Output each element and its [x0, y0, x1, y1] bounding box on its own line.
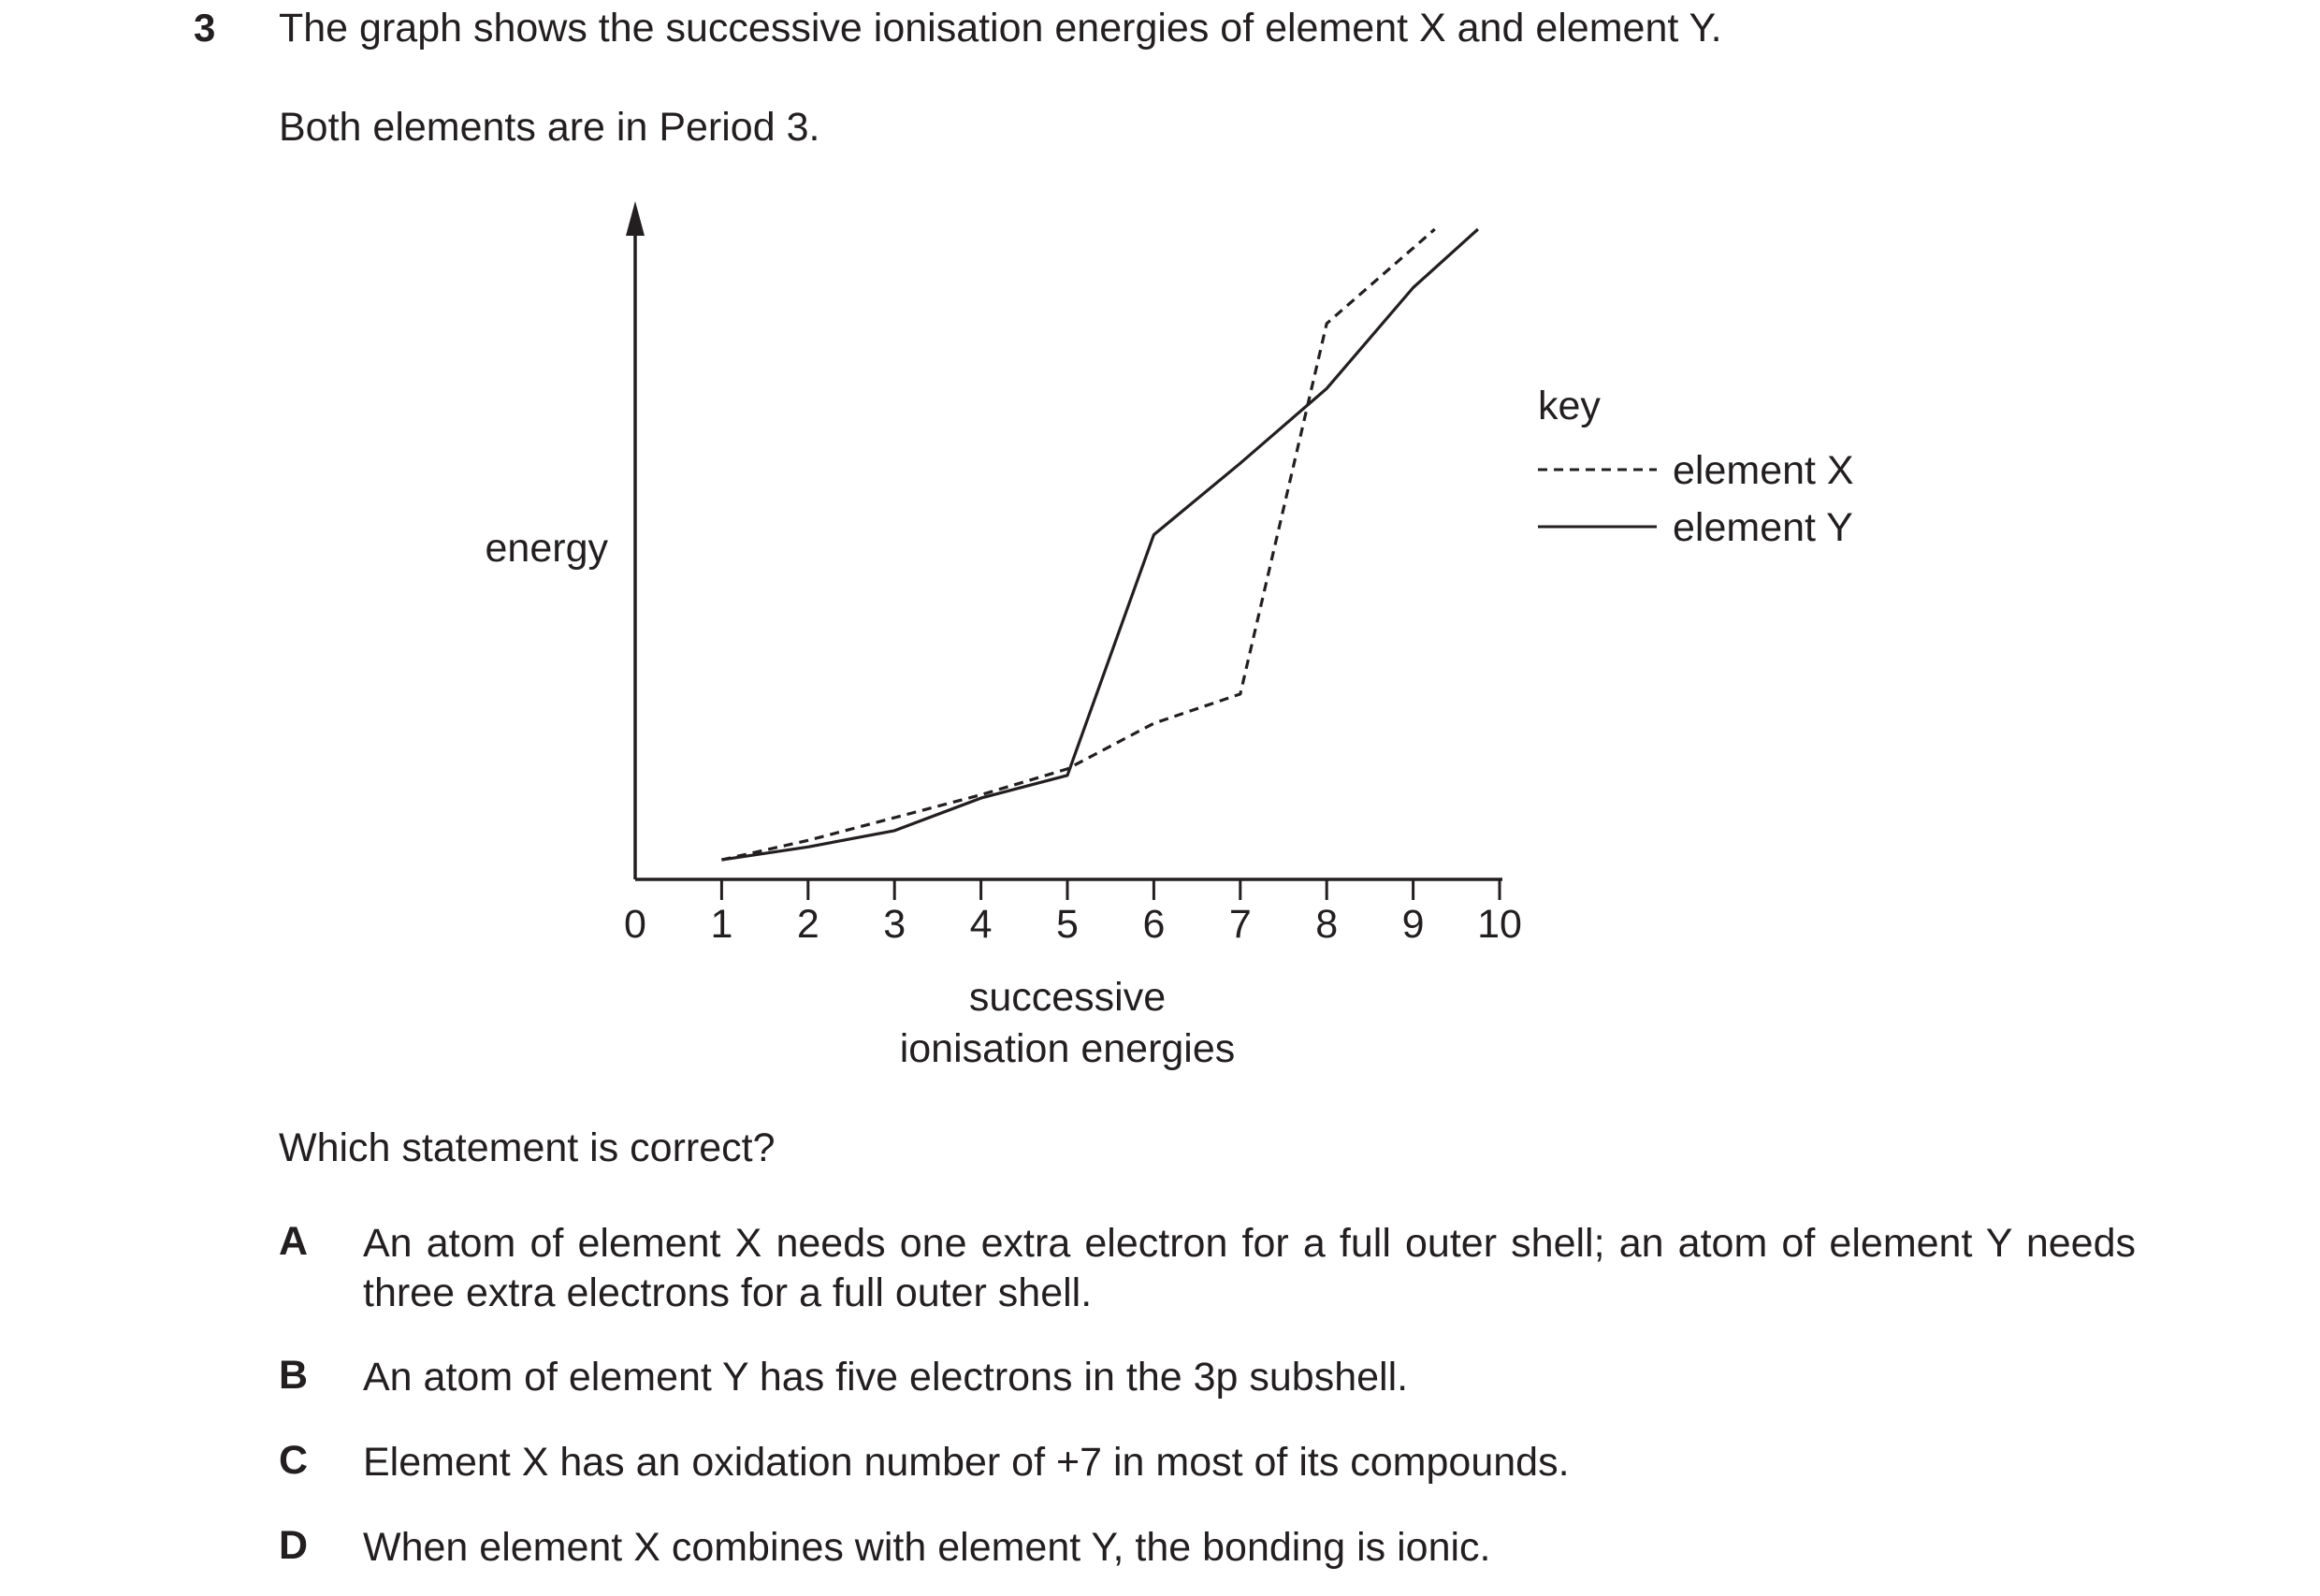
y-axis-label: energy: [485, 526, 608, 571]
x-tick-label-8: 8: [1315, 902, 1339, 947]
x-tick-label-0: 0: [624, 902, 646, 947]
x-axis-ticks: [721, 879, 1500, 900]
x-tick-label-6: 6: [1142, 902, 1166, 947]
y-axis-arrow-icon: [626, 201, 645, 236]
x-tick-label-5: 5: [1056, 902, 1079, 947]
x-tick-label-3: 3: [883, 902, 906, 947]
option-d-text: When element X combines with element Y, the bonding is ionic.: [363, 1525, 1491, 1570]
x-tick-label-7: 7: [1228, 902, 1252, 947]
option-b-text: An atom of element Y has five electrons in the 3p subshell.: [363, 1355, 1409, 1400]
option-c-text: Element X has an oxidation number of +7 in most of its compounds.: [363, 1440, 1570, 1485]
question-prompt: Which statement is correct?: [279, 1125, 776, 1170]
x-tick-label-2: 2: [796, 902, 819, 947]
legend: [1538, 384, 1854, 550]
option-b-letter: B: [279, 1353, 309, 1398]
legend-title: key: [1538, 384, 1601, 428]
x-axis-tick-labels: [624, 902, 1522, 947]
option-a-letter: A: [279, 1219, 309, 1264]
legend-label-element-y: element Y: [1673, 505, 1853, 550]
option-c-letter: C: [279, 1438, 309, 1483]
question-stem-line-2: Both elements are in Period 3.: [279, 105, 820, 150]
x-tick-label-4: 4: [969, 902, 993, 947]
question-number: 3: [194, 6, 216, 50]
x-tick-label-9: 9: [1401, 902, 1425, 947]
x-axis-label-line-1: successive: [968, 975, 1167, 1020]
legend-label-element-x: element X: [1673, 448, 1854, 493]
option-d-letter: D: [279, 1523, 309, 1568]
x-tick-label-10: 10: [1477, 902, 1522, 947]
series-line-element-y: [721, 229, 1478, 860]
question-stem-line-1: The graph shows the successive ionisation energies of element X and element Y.: [279, 6, 1722, 51]
x-tick-label-1: 1: [710, 902, 733, 947]
series-layer: [721, 229, 1478, 860]
x-axis-label-line-2: ionisation energies: [899, 1026, 1236, 1071]
option-a-text: An atom of element X needs one extra electron for a full outer shell; an atom of element Y needs three extra electrons for a full outer shell.: [363, 1221, 2136, 1315]
series-line-element-x: [721, 229, 1434, 860]
y-axis: [626, 201, 645, 879]
